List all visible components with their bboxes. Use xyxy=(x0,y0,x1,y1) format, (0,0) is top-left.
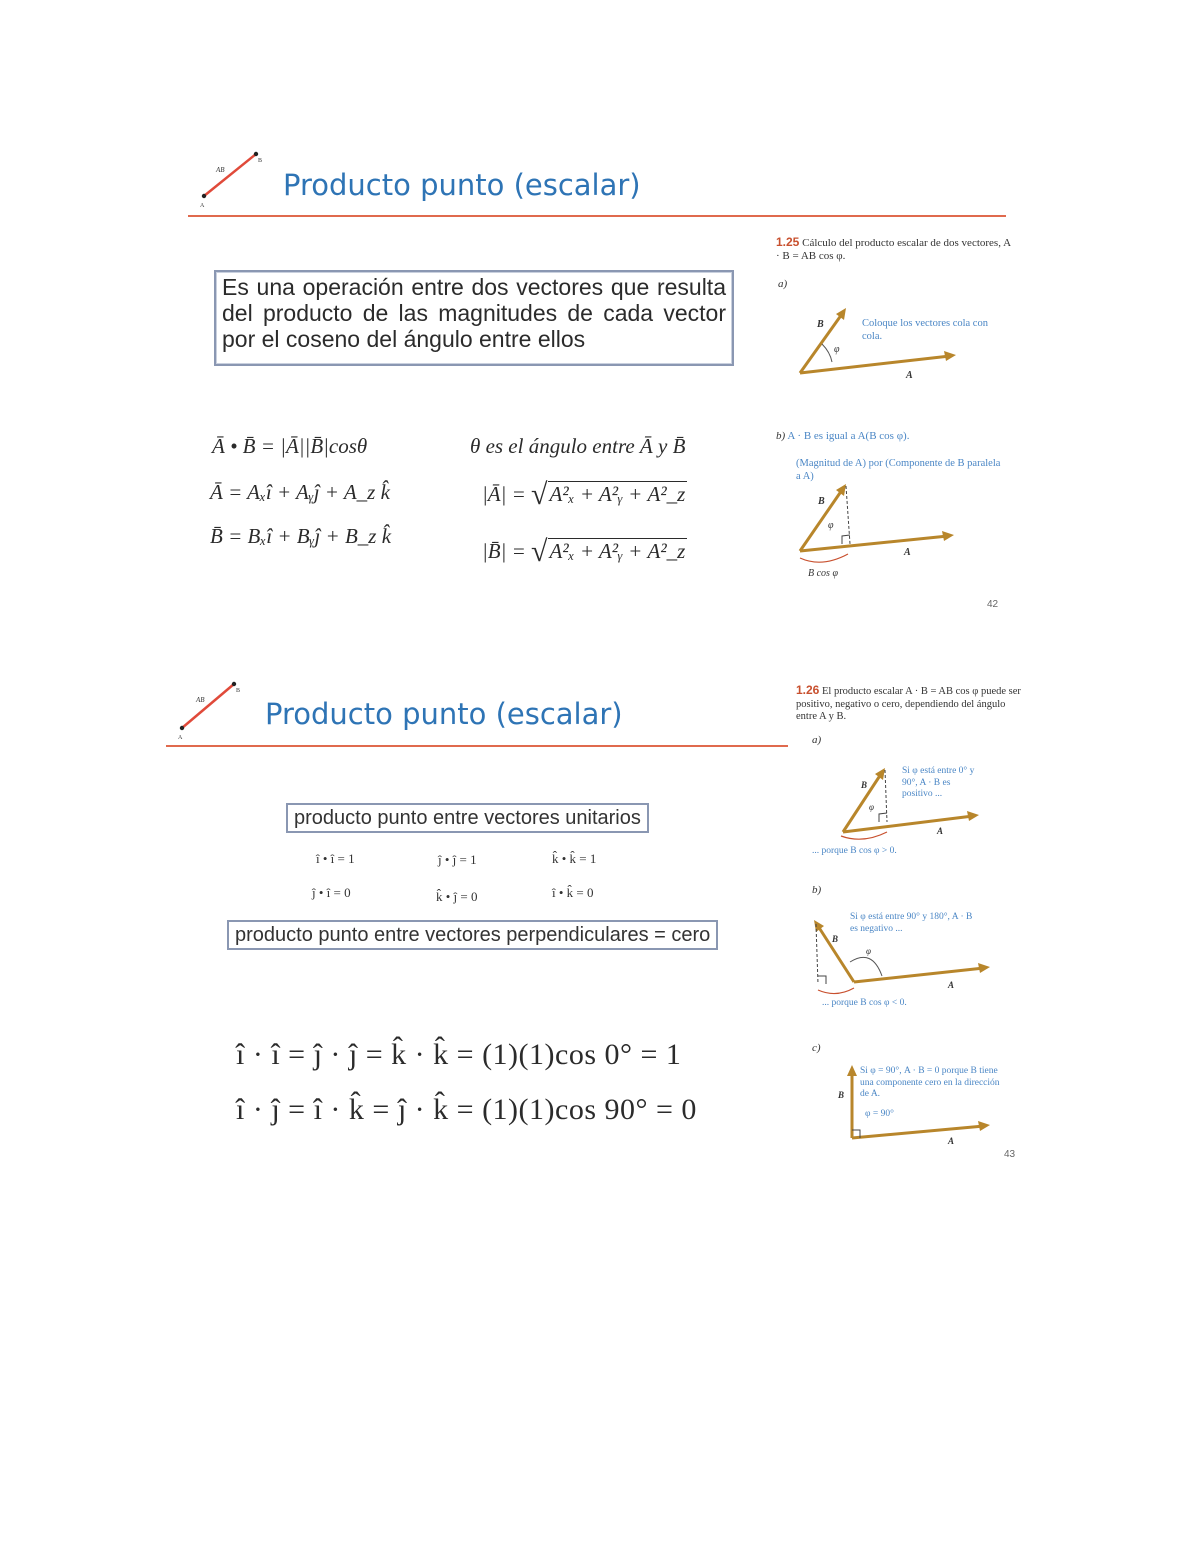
svg-text:φ: φ xyxy=(834,344,840,355)
svg-text:AB: AB xyxy=(216,166,225,174)
eq-b-magnitude xyxy=(482,535,687,569)
figure-1-25-caption xyxy=(776,236,1012,263)
part-a-note: Si φ está entre 0° y 90°, A · B es positivo ... xyxy=(902,766,975,799)
sqrt-icon: √ xyxy=(531,478,548,511)
big-equation-2: î · ĵ = î · k̂ = ĵ · k̂ = (1)(1)cos 90° = 0 xyxy=(236,1093,697,1126)
part-b-text xyxy=(776,430,976,443)
caption-text: Cálculo del producto escalar de dos vectores, A · B = AB cos φ. xyxy=(776,237,1011,262)
unit-eq: î • k̂ = 0 xyxy=(552,885,594,900)
svg-text:B: B xyxy=(832,934,839,944)
part-b-foot: ... porque B cos φ < 0. xyxy=(822,998,907,1008)
vector-diagram-b xyxy=(790,480,965,585)
eq-b-mag-lhs: |B̄| = xyxy=(482,539,526,563)
svg-text:A: A xyxy=(904,547,911,558)
definition-box: Es una operación entre dos vectores que resulta del producto de las magnitudes de cada vector por el coseno del ángulo entre ellos xyxy=(214,270,734,366)
part-a-foot: ... porque B cos φ > 0. xyxy=(812,846,897,856)
eq-b-mag-radicand: A²ₓ + A²ᵧ + A²_z xyxy=(549,539,686,563)
part-c-note: Si φ = 90°, A · B = 0 porque B tiene una componente cero en la dirección de A. xyxy=(860,1066,1000,1099)
figure-1-26-caption xyxy=(796,684,1022,724)
svg-text:B: B xyxy=(258,158,263,164)
unit-eq: ĵ • ĵ = 1 xyxy=(438,852,477,867)
svg-text:A: A xyxy=(200,203,205,209)
unit-eq: î • î = 1 xyxy=(316,851,355,866)
eq-theta: θ es el ángulo entre Ā y B̄ xyxy=(470,434,686,458)
svg-text:A: A xyxy=(906,370,913,381)
part-a-note: Coloque los vectores cola con cola. xyxy=(862,318,988,342)
eq-a-mag-radicand: A²ₓ + A²ᵧ + A²_z xyxy=(549,482,686,506)
vector-ab-icon xyxy=(174,676,244,742)
caption-text: El producto escalar A · B = AB cos φ puede ser positivo, negativo o cero, dependiendo del ángulo entre A y B. xyxy=(796,686,1021,722)
slide-2-title: Producto punto (escalar) xyxy=(265,697,623,731)
part-b-note: Si φ está entre 90° y 180°, A · B es negativo ... xyxy=(850,912,973,934)
svg-text:B: B xyxy=(838,1090,845,1100)
part-label: a) xyxy=(812,734,822,746)
eq-a-components: Ā = Aₓî + Aᵧĵ + A_z k̂ xyxy=(210,480,390,504)
big-equation-1: î · î = ĵ · ĵ = k̂ · k̂ = (1)(1)cos 0° = 1 xyxy=(236,1038,682,1071)
unit-eq: k̂ • k̂ = 1 xyxy=(552,851,597,866)
eq-dot-product: Ā • B̄ = |Ā||B̄|cosθ xyxy=(212,434,368,458)
svg-text:B: B xyxy=(236,688,241,694)
eq-a-magnitude xyxy=(482,478,687,512)
unit-vectors-box: producto punto entre vectores unitarios xyxy=(286,803,649,833)
svg-text:B: B xyxy=(861,780,868,790)
part-label: b) xyxy=(812,884,822,896)
vector-ab-icon xyxy=(196,148,266,210)
page-number: 42 xyxy=(987,599,999,610)
title-rule xyxy=(166,745,788,747)
sqrt-icon: √ xyxy=(531,535,548,568)
part-label: c) xyxy=(812,1042,821,1054)
svg-text:AB: AB xyxy=(196,696,205,704)
unit-eq: k̂ • ĵ = 0 xyxy=(436,889,478,904)
svg-text:A: A xyxy=(948,1136,955,1145)
slide-1-title: Producto punto (escalar) xyxy=(283,168,641,202)
figure-number: 1.25 xyxy=(776,235,800,249)
part-label: a) xyxy=(778,278,788,290)
svg-text:A: A xyxy=(948,980,955,990)
part-c-phi: φ = 90° xyxy=(865,1109,894,1119)
svg-text:B cos φ: B cos φ xyxy=(808,568,838,579)
unit-eq: ĵ • î = 0 xyxy=(312,885,351,900)
svg-text:A: A xyxy=(937,826,944,836)
eq-b-components: B̄ = Bₓî + Bᵧĵ + B_z k̂ xyxy=(210,524,392,548)
svg-text:φ: φ xyxy=(869,802,874,812)
svg-text:B: B xyxy=(817,319,824,330)
svg-text:B: B xyxy=(818,496,825,507)
part-b-statement: A · B es igual a A(B cos φ). xyxy=(787,430,910,442)
part-label: b) xyxy=(776,430,786,442)
page-number: 43 xyxy=(1004,1149,1016,1160)
svg-text:φ: φ xyxy=(866,946,871,956)
perpendicular-box: producto punto entre vectores perpendiculares = cero xyxy=(227,920,718,950)
svg-text:A: A xyxy=(178,735,183,741)
figure-number: 1.26 xyxy=(796,683,820,697)
part-b-explanation: (Magnitud de A) por (Componente de B paralela a A) xyxy=(796,458,1001,482)
svg-text:φ: φ xyxy=(828,520,834,531)
title-rule xyxy=(188,215,1006,217)
eq-a-mag-lhs: |Ā| = xyxy=(482,482,526,506)
